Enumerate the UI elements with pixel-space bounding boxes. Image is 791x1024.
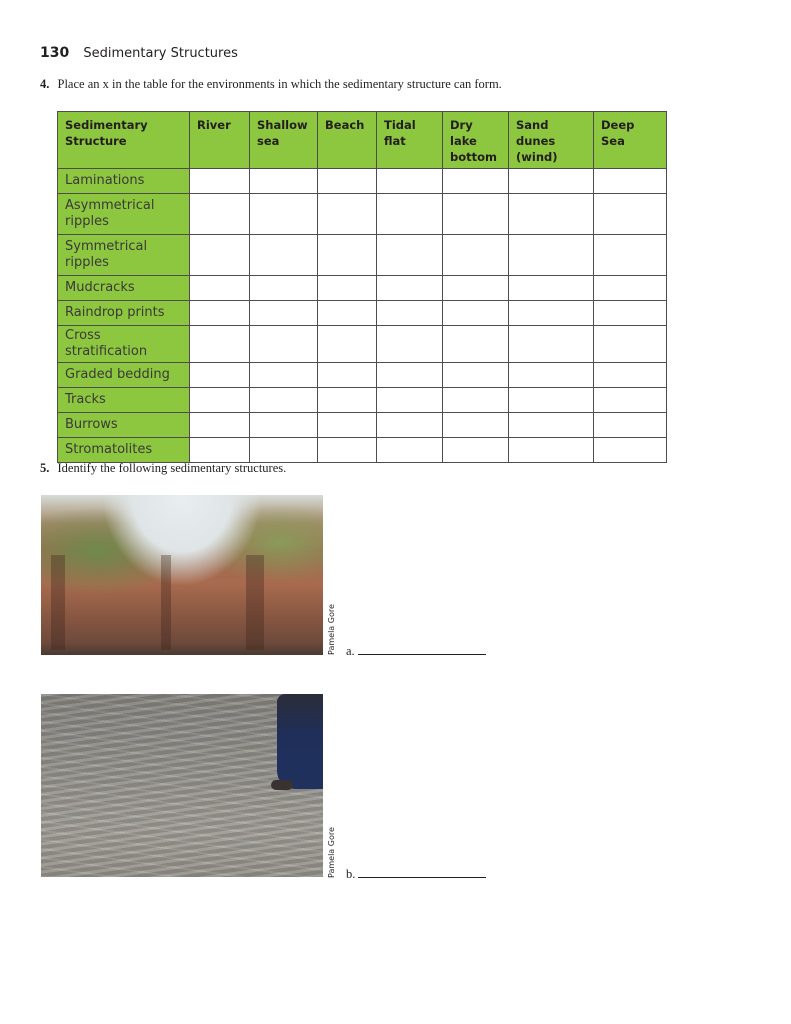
answer-cell[interactable] [377, 388, 443, 413]
answer-cell[interactable] [443, 438, 509, 463]
answer-cell[interactable] [190, 413, 250, 438]
answer-cell[interactable] [509, 194, 594, 235]
answer-cell[interactable] [594, 194, 667, 235]
header-structure: Sedimentary Structure [58, 112, 190, 169]
answer-cell[interactable] [443, 388, 509, 413]
answer-cell[interactable] [509, 276, 594, 301]
structure-label: Cross stratification [58, 326, 190, 363]
question-text: Place an x in the table for the environments in which the sedimentary structure can form. [57, 77, 502, 91]
answer-cell[interactable] [443, 326, 509, 363]
table-row [58, 194, 667, 235]
structure-label: Tracks [58, 388, 190, 413]
chapter-title: Sedimentary Structures [83, 46, 238, 61]
photo-credit: Pamela Gore [327, 604, 336, 655]
table-row [58, 388, 667, 413]
answer-cell[interactable] [594, 388, 667, 413]
answer-cell[interactable] [250, 388, 318, 413]
answer-cell[interactable] [509, 235, 594, 276]
answer-cell[interactable] [594, 326, 667, 363]
header-river: River [190, 112, 250, 169]
header-sand-dunes: Sand dunes (wind) [509, 112, 594, 169]
answer-cell[interactable] [377, 326, 443, 363]
answer-blank-b[interactable] [346, 866, 486, 882]
question-4 [40, 77, 502, 92]
table-header-row [58, 112, 667, 169]
structure-label: Graded bedding [58, 363, 190, 388]
answer-cell[interactable] [318, 413, 377, 438]
answer-cell[interactable] [190, 301, 250, 326]
answer-cell[interactable] [509, 438, 594, 463]
question-text: Identify the following sedimentary structures. [57, 461, 287, 475]
header-dry-lake-bottom: Dry lake bottom [443, 112, 509, 169]
header-beach: Beach [318, 112, 377, 169]
table-row [58, 276, 667, 301]
answer-label: b. [346, 867, 356, 881]
header-tidal-flat: Tidal flat [377, 112, 443, 169]
answer-cell[interactable] [377, 194, 443, 235]
answer-cell[interactable] [190, 169, 250, 194]
page-number: 130 [40, 45, 70, 61]
answer-cell[interactable] [594, 413, 667, 438]
structure-label: Raindrop prints [58, 301, 190, 326]
table-row [58, 326, 667, 363]
answer-cell[interactable] [318, 169, 377, 194]
answer-cell[interactable] [377, 438, 443, 463]
answer-cell[interactable] [190, 326, 250, 363]
answer-cell[interactable] [318, 276, 377, 301]
table-row [58, 169, 667, 194]
answer-line[interactable] [358, 643, 486, 655]
question-number: 5. [40, 461, 50, 475]
answer-cell[interactable] [443, 363, 509, 388]
answer-cell[interactable] [509, 169, 594, 194]
answer-cell[interactable] [318, 388, 377, 413]
table-row [58, 413, 667, 438]
answer-cell[interactable] [594, 438, 667, 463]
answer-cell[interactable] [443, 276, 509, 301]
answer-cell[interactable] [377, 276, 443, 301]
answer-cell[interactable] [318, 235, 377, 276]
answer-cell[interactable] [377, 169, 443, 194]
photo-detail [51, 555, 65, 650]
answer-cell[interactable] [443, 235, 509, 276]
header-shallow-sea: Shallow sea [250, 112, 318, 169]
answer-cell[interactable] [250, 438, 318, 463]
structure-label: Laminations [58, 169, 190, 194]
answer-cell[interactable] [318, 194, 377, 235]
answer-cell[interactable] [509, 413, 594, 438]
answer-cell[interactable] [318, 301, 377, 326]
answer-line[interactable] [358, 866, 486, 878]
answer-cell[interactable] [250, 301, 318, 326]
answer-cell[interactable] [250, 235, 318, 276]
answer-cell[interactable] [377, 301, 443, 326]
answer-cell[interactable] [250, 276, 318, 301]
structure-label: Asymmetrical ripples [58, 194, 190, 235]
answer-cell[interactable] [318, 326, 377, 363]
answer-cell[interactable] [594, 301, 667, 326]
answer-cell[interactable] [509, 363, 594, 388]
answer-cell[interactable] [250, 169, 318, 194]
answer-cell[interactable] [190, 276, 250, 301]
answer-cell[interactable] [594, 363, 667, 388]
structure-label: Symmetrical ripples [58, 235, 190, 276]
structure-label: Burrows [58, 413, 190, 438]
answer-cell[interactable] [250, 326, 318, 363]
answer-cell[interactable] [250, 413, 318, 438]
person-legs [277, 694, 323, 789]
answer-blank-a[interactable] [346, 643, 486, 659]
answer-label: a. [346, 644, 355, 658]
header-deep-sea: Deep Sea [594, 112, 667, 169]
photo-credit: Pamela Gore [327, 827, 336, 878]
person-foot [271, 780, 293, 790]
structure-label: Stromatolites [58, 438, 190, 463]
answer-cell[interactable] [509, 388, 594, 413]
answer-cell[interactable] [509, 326, 594, 363]
answer-cell[interactable] [190, 388, 250, 413]
answer-cell[interactable] [594, 169, 667, 194]
photo-rippled-sand [41, 694, 323, 877]
answer-cell[interactable] [377, 413, 443, 438]
answer-cell[interactable] [594, 276, 667, 301]
answer-cell[interactable] [509, 301, 594, 326]
answer-cell[interactable] [250, 363, 318, 388]
answer-cell[interactable] [377, 363, 443, 388]
answer-cell[interactable] [190, 438, 250, 463]
table-row [58, 363, 667, 388]
answer-cell[interactable] [190, 194, 250, 235]
table-row [58, 235, 667, 276]
answer-cell[interactable] [594, 235, 667, 276]
table-row [58, 438, 667, 463]
answer-cell[interactable] [443, 301, 509, 326]
structure-label: Mudcracks [58, 276, 190, 301]
answer-cell[interactable] [250, 194, 318, 235]
page-header [40, 45, 238, 61]
environment-table [57, 111, 667, 463]
question-number: 4. [40, 77, 50, 91]
photo-detail [161, 555, 171, 650]
answer-cell[interactable] [318, 363, 377, 388]
table-row [58, 301, 667, 326]
answer-cell[interactable] [443, 413, 509, 438]
photo-detail [246, 555, 264, 650]
answer-cell[interactable] [190, 363, 250, 388]
photo-cross-bedded-cliff [41, 495, 323, 655]
answer-cell[interactable] [443, 194, 509, 235]
answer-cell[interactable] [377, 235, 443, 276]
answer-cell[interactable] [190, 235, 250, 276]
question-5 [40, 461, 286, 476]
answer-cell[interactable] [443, 169, 509, 194]
answer-cell[interactable] [318, 438, 377, 463]
